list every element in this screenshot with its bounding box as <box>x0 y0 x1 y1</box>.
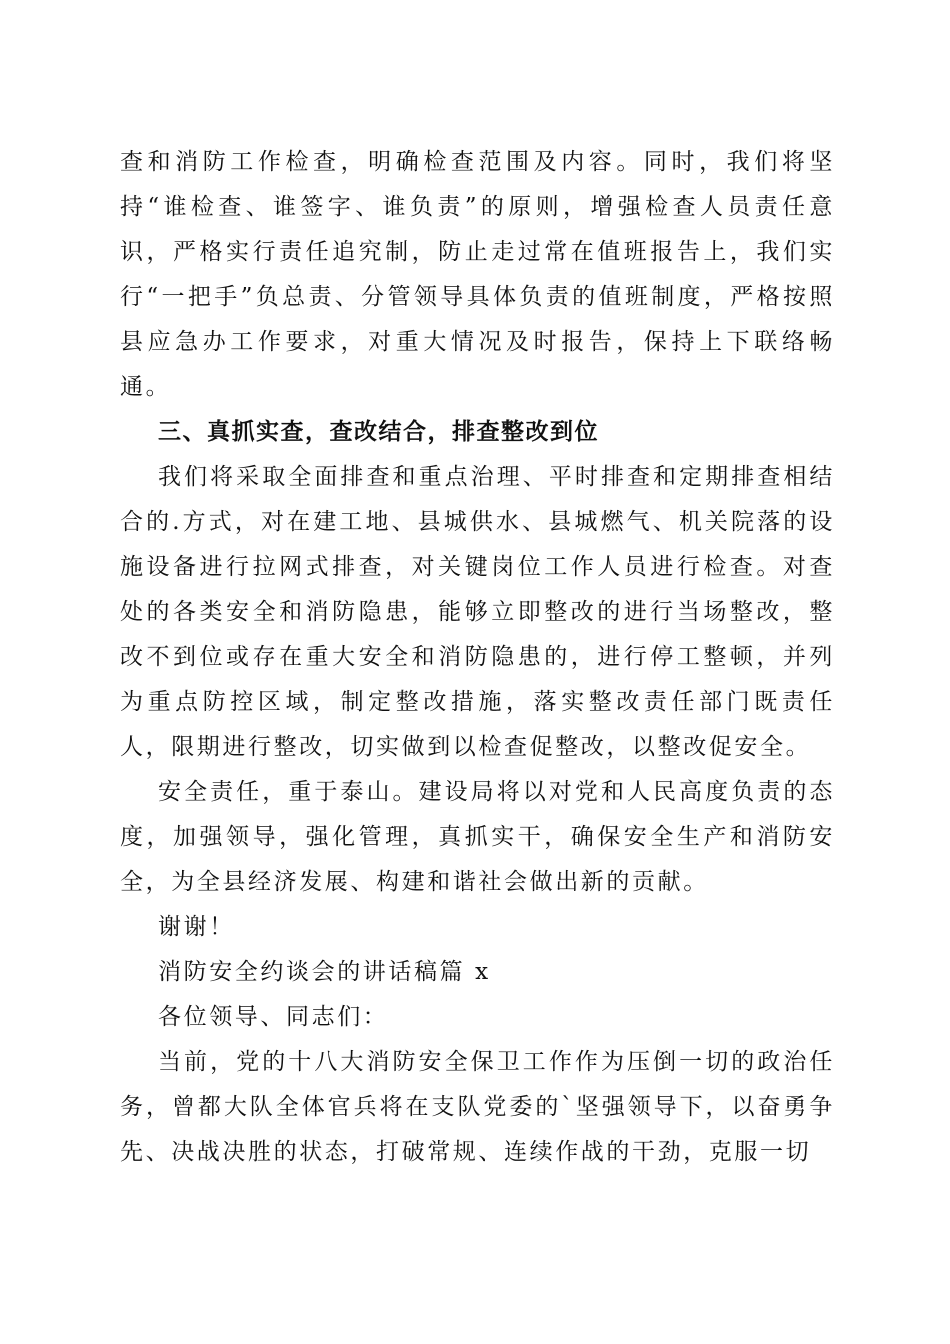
salutation: 各位领导、同志们： <box>158 1004 389 1030</box>
section-heading: 三、真抓实查，查改结合，排查整改到位 <box>158 419 599 445</box>
document-body <box>120 140 835 1175</box>
paragraph-opening: 当前，党的十八大消防安全保卫工作作为压倒一切的政治任务，曾都大队全体官兵将在支队党委的`坚强领导下，以奋勇争先、决战决胜的状态，打破常规、连续作战的干劲，克服一切 <box>120 1049 835 1165</box>
speech-title: 消防安全约谈会的讲话稿篇 x <box>158 959 491 985</box>
paragraph-thanks: 谢谢！ <box>158 914 235 940</box>
paragraph-continuation: 查和消防工作检查，明确检查范围及内容。同时，我们将坚持“谁检查、谁签字、谁负责”的原则，增强检查人员责任意识，严格实行责任追究制，防止走过常在值班报告上，我们实行“一把手”负总责、分管领导具体负责的值班制度，严格按照县应急办工作要求，对重大情况及时报告，保持上下联络畅通。 <box>120 149 835 400</box>
paragraph-responsibility: 安全责任，重于泰山。建设局将以对党和人民高度负责的态度，加强领导，强化管理，真抓实干，确保安全生产和消防安全，为全县经济发展、构建和谐社会做出新的贡献。 <box>120 779 835 895</box>
paragraph-inspection: 我们将采取全面排查和重点治理、平时排查和定期排查相结合的.方式，对在建工地、县城供水、县城燃气、机关院落的设施设备进行拉网式排查，对关键岗位工作人员进行检查。对查处的各类安全和消防隐患，能够立即整改的进行当场整改，整改不到位或存在重大安全和消防隐患的，进行停工整顿，并列为重点防控区域，制定整改措施，落实整改责任部门既责任人，限期进行整改，切实做到以检查促整改，以整改促安全。 <box>120 464 835 760</box>
